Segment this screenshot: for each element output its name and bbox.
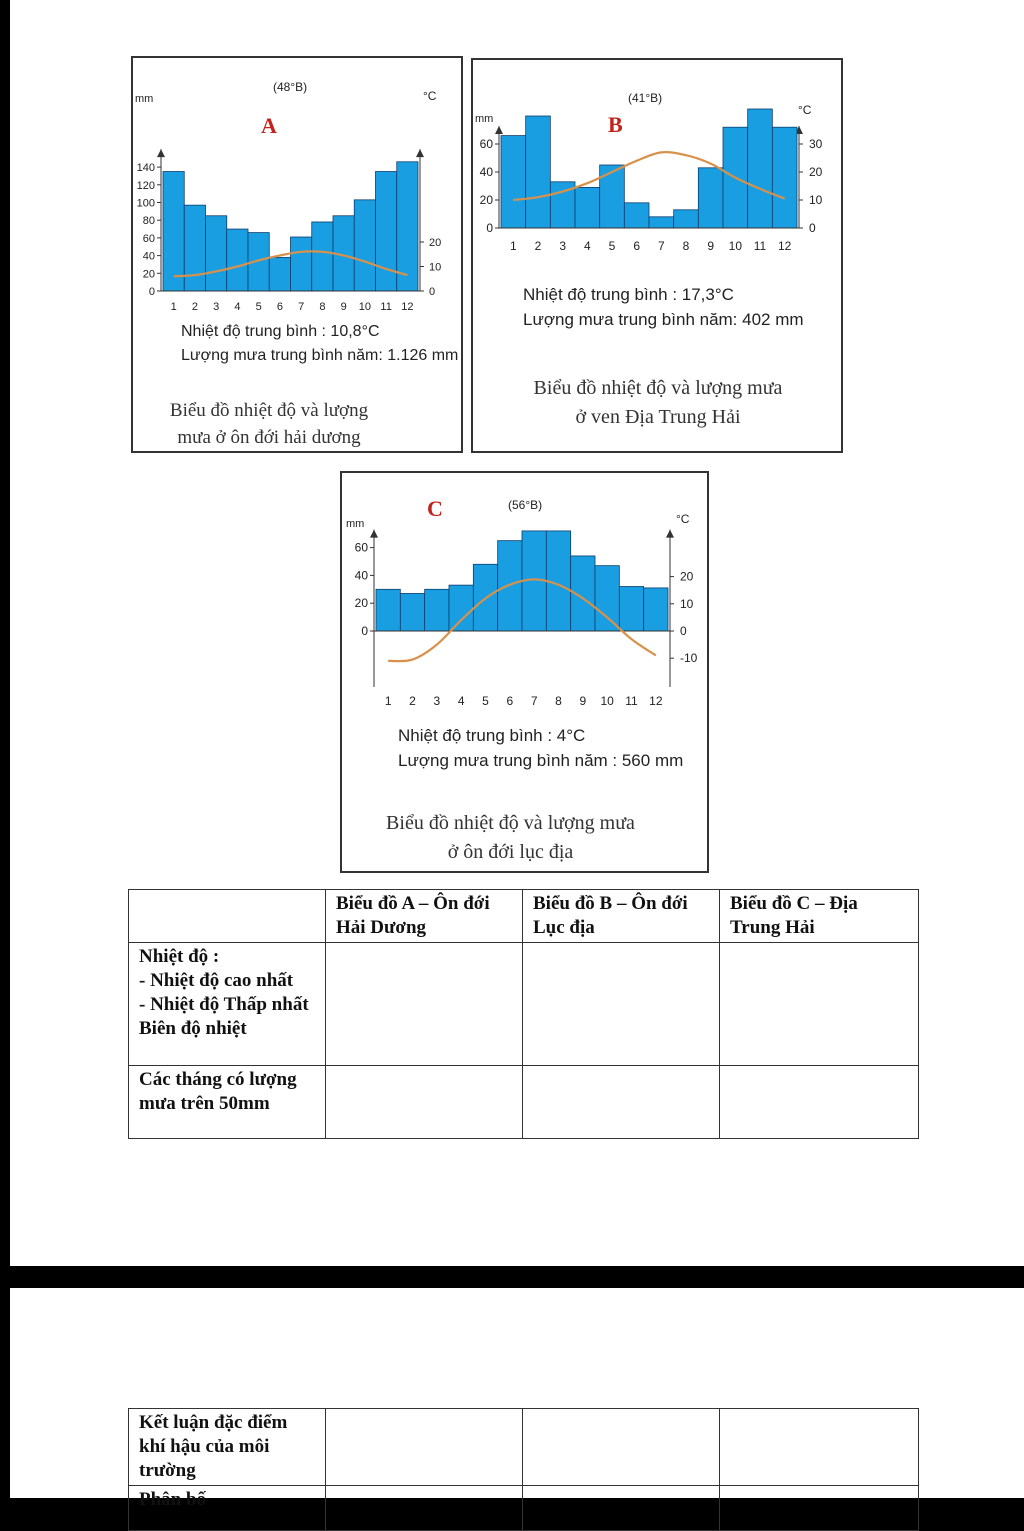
month-label-c: 3 <box>433 694 441 708</box>
climate-chart-panel-b <box>471 58 843 453</box>
right-tick-label-b: 20 <box>809 165 823 179</box>
right-tick-label-b: 10 <box>809 193 823 207</box>
caption-a-line1: Biểu đồ nhiệt độ và lượng <box>169 400 369 421</box>
left-axis-arrow-c <box>370 530 378 538</box>
stats-a <box>181 320 458 368</box>
caption-b-line2: ở ven Địa Trung Hải <box>575 406 741 428</box>
month-label-a: 10 <box>358 301 371 313</box>
rain-bar-b-8 <box>674 210 699 228</box>
month-label-a: 5 <box>255 301 262 313</box>
table-header-row <box>129 890 919 943</box>
rain-bar-c-1 <box>376 589 400 631</box>
rain-bar-a-8 <box>312 222 333 291</box>
avg-rain-a: Lượng mưa trung bình năm: 1.126 mm <box>181 347 459 364</box>
month-label-c: 4 <box>457 694 465 708</box>
rain-bar-a-11 <box>376 172 397 291</box>
rain-bar-b-4 <box>575 187 600 228</box>
answer-cell-temp-b[interactable] <box>523 943 720 1066</box>
rain-bar-a-6 <box>269 257 290 291</box>
month-label-b: 11 <box>753 239 767 253</box>
stats-c <box>398 723 683 773</box>
answer-cell-conclusion-a[interactable] <box>326 1409 523 1486</box>
rain-bar-b-1 <box>501 136 526 228</box>
rain-bar-c-11 <box>619 587 643 631</box>
right-tick-label-a: 10 <box>429 261 442 274</box>
month-label-c: 11 <box>625 694 638 708</box>
row-label-rain-months: Các tháng có lượng mưa trên 50mm <box>129 1066 326 1139</box>
month-label-c: 5 <box>482 694 489 708</box>
rain-bar-c-4 <box>449 585 473 631</box>
unit-right-c: °C <box>676 512 690 526</box>
left-tick-label-a: 140 <box>136 162 155 175</box>
answer-cell-temp-c[interactable] <box>720 943 919 1066</box>
chart-letter-b: B <box>608 112 623 137</box>
month-label-b: 8 <box>682 239 690 253</box>
month-label-c: 6 <box>506 694 514 708</box>
unit-right-b: °C <box>798 103 812 117</box>
table-row-conclusion <box>129 1409 919 1486</box>
right-tick-label-a: 20 <box>429 237 442 249</box>
rain-bar-b-11 <box>748 109 773 228</box>
left-tick-label-b: 0 <box>486 221 493 235</box>
right-tick-label-c: 20 <box>680 569 694 584</box>
left-tick-label-b: 20 <box>479 193 493 207</box>
answer-cell-distribution-a[interactable] <box>326 1486 523 1531</box>
month-label-b: 5 <box>608 239 616 253</box>
month-label-c: 9 <box>579 694 587 708</box>
rain-bar-b-7 <box>649 217 674 228</box>
climate-chart-panel-c <box>340 471 709 873</box>
left-tick-label-c: 40 <box>354 568 368 583</box>
row-label-conclusion: Kết luận đặc điểm khí hậu của môi trường <box>129 1409 326 1486</box>
left-tick-label-a: 0 <box>148 286 155 298</box>
answer-cell-conclusion-b[interactable] <box>523 1409 720 1486</box>
right-axis-arrow-c <box>666 530 674 538</box>
avg-rain-b: Lượng mưa trung bình năm: 402 mm <box>523 310 804 329</box>
right-tick-label-b: 0 <box>809 221 816 235</box>
rain-bar-c-2 <box>400 593 424 631</box>
answer-cell-rain-b[interactable] <box>523 1066 720 1139</box>
avg-rain-c: Lượng mưa trung bình năm : 560 mm <box>398 751 684 770</box>
rain-bar-a-3 <box>206 216 227 291</box>
header-cell-chart-a: Biểu đồ A – Ôn đới Hải Dương <box>326 890 523 943</box>
unit-left-b: mm <box>475 113 494 125</box>
caption-a <box>133 397 405 451</box>
unit-left-c: mm <box>346 518 365 530</box>
right-tick-label-c: -10 <box>680 651 698 666</box>
rain-bar-b-12 <box>772 127 797 228</box>
left-tick-label-a: 20 <box>142 268 155 281</box>
month-label-c: 8 <box>555 694 562 708</box>
caption-b-line1: Biểu đồ nhiệt độ và lượng mưa <box>533 377 783 399</box>
month-label-c: 2 <box>409 694 416 708</box>
rain-bar-a-4 <box>227 229 248 291</box>
right-tick-label-c: 0 <box>680 624 687 638</box>
caption-c-line1: Biểu đồ nhiệt độ và lượng mưa <box>386 812 635 834</box>
answer-cell-rain-c[interactable] <box>720 1066 919 1139</box>
month-label-a: 4 <box>234 301 241 313</box>
rain-bar-b-9 <box>698 168 723 228</box>
rain-bar-a-12 <box>397 162 418 291</box>
caption-a-line2: mưa ở ôn đới hải dương <box>177 427 361 448</box>
left-tick-label-c: 20 <box>354 596 368 611</box>
answer-cell-distribution-b[interactable] <box>523 1486 720 1531</box>
month-label-a: 9 <box>340 301 347 313</box>
rain-bar-a-1 <box>163 172 184 291</box>
month-label-c: 7 <box>530 694 538 708</box>
month-label-a: 1 <box>170 301 177 313</box>
climate-chart-panel-a <box>131 56 463 453</box>
unit-left-a: mm <box>135 93 154 105</box>
month-label-b: 1 <box>509 239 517 253</box>
answer-cell-conclusion-c[interactable] <box>720 1409 919 1486</box>
climate-comparison-table <box>128 889 919 1139</box>
rain-bar-b-2 <box>526 116 551 228</box>
avg-temp-b: Nhiệt độ trung bình : 17,3°C <box>523 285 734 304</box>
latitude-label-b: (41°B) <box>628 91 663 105</box>
month-label-a: 6 <box>276 301 283 313</box>
month-label-b: 7 <box>657 239 665 253</box>
left-tick-label-a: 120 <box>136 179 155 192</box>
month-label-b: 10 <box>728 239 743 253</box>
rain-bar-b-5 <box>600 165 625 228</box>
latitude-label-c: (56°B) <box>508 498 543 512</box>
rain-bar-a-10 <box>354 200 375 291</box>
rain-bar-a-2 <box>184 205 205 291</box>
month-label-c: 10 <box>600 694 614 708</box>
table-row-temperature <box>129 943 919 1066</box>
left-axis-arrow-b <box>495 126 503 134</box>
left-tick-label-a: 100 <box>136 197 155 210</box>
avg-temp-c: Nhiệt độ trung bình : 4°C <box>398 726 586 745</box>
rain-bar-c-10 <box>595 566 619 631</box>
worksheet-page-2 <box>10 1288 1024 1510</box>
month-label-a: 12 <box>401 301 414 313</box>
left-tick-label-b: 60 <box>479 137 493 151</box>
right-axis-arrow-a <box>416 149 424 157</box>
avg-temp-a: Nhiệt độ trung bình : 10,8°C <box>181 323 380 340</box>
header-cell-empty <box>129 890 326 943</box>
left-tick-label-c: 0 <box>361 624 368 638</box>
row-label-distribution: Phân bố <box>129 1486 326 1531</box>
right-tick-label-a: 0 <box>429 286 436 298</box>
worksheet-page-1 <box>10 0 1024 1266</box>
month-label-c: 1 <box>384 694 392 708</box>
rain-bar-c-3 <box>425 589 449 631</box>
caption-c <box>342 809 679 867</box>
table-row-distribution <box>129 1486 919 1531</box>
latitude-label-a: (48°B) <box>273 80 308 94</box>
rain-bar-a-7 <box>291 237 312 291</box>
month-label-b: 4 <box>583 239 591 253</box>
caption-b <box>473 374 843 432</box>
header-cell-chart-c: Biểu đồ C – Địa Trung Hải <box>720 890 919 943</box>
climate-conclusion-table <box>128 1408 919 1531</box>
right-tick-label-b: 30 <box>809 137 823 151</box>
month-label-c: 12 <box>649 694 663 708</box>
answer-cell-rain-a[interactable] <box>326 1066 523 1139</box>
left-tick-label-b: 40 <box>479 165 493 179</box>
month-label-b: 12 <box>777 239 792 253</box>
left-axis-arrow-a <box>157 149 165 157</box>
rain-bar-b-6 <box>624 203 649 228</box>
caption-c-line2: ở ôn đới lục địa <box>447 841 574 863</box>
right-tick-label-c: 10 <box>680 596 694 611</box>
chart-letter-a: A <box>261 113 277 138</box>
unit-right-a: °C <box>423 89 437 103</box>
month-label-a: 2 <box>191 301 198 313</box>
climate-chart-a <box>133 58 463 453</box>
month-label-a: 11 <box>380 301 392 313</box>
month-label-b: 2 <box>534 239 542 253</box>
month-label-b: 6 <box>633 239 641 253</box>
left-tick-label-c: 60 <box>354 540 368 555</box>
left-tick-label-a: 80 <box>142 215 155 228</box>
answer-cell-distribution-c[interactable] <box>720 1486 919 1531</box>
left-tick-label-a: 60 <box>142 232 155 245</box>
header-cell-chart-b: Biểu đồ B – Ôn đới Lục địa <box>523 890 720 943</box>
row-label-temperature: Nhiệt độ : - Nhiệt độ cao nhất - Nhiệt độ Thấp nhất Biên độ nhiệt <box>129 943 326 1066</box>
rain-bar-c-12 <box>644 588 668 631</box>
left-tick-label-a: 40 <box>142 250 155 263</box>
month-label-b: 3 <box>559 239 567 253</box>
month-label-a: 8 <box>319 301 326 313</box>
month-label-a: 3 <box>213 301 220 313</box>
month-label-b: 9 <box>707 239 715 253</box>
stats-b <box>523 282 804 332</box>
month-label-a: 7 <box>298 301 305 313</box>
table-row-rain-months <box>129 1066 919 1139</box>
answer-cell-temp-a[interactable] <box>326 943 523 1066</box>
chart-letter-c: C <box>427 496 443 521</box>
